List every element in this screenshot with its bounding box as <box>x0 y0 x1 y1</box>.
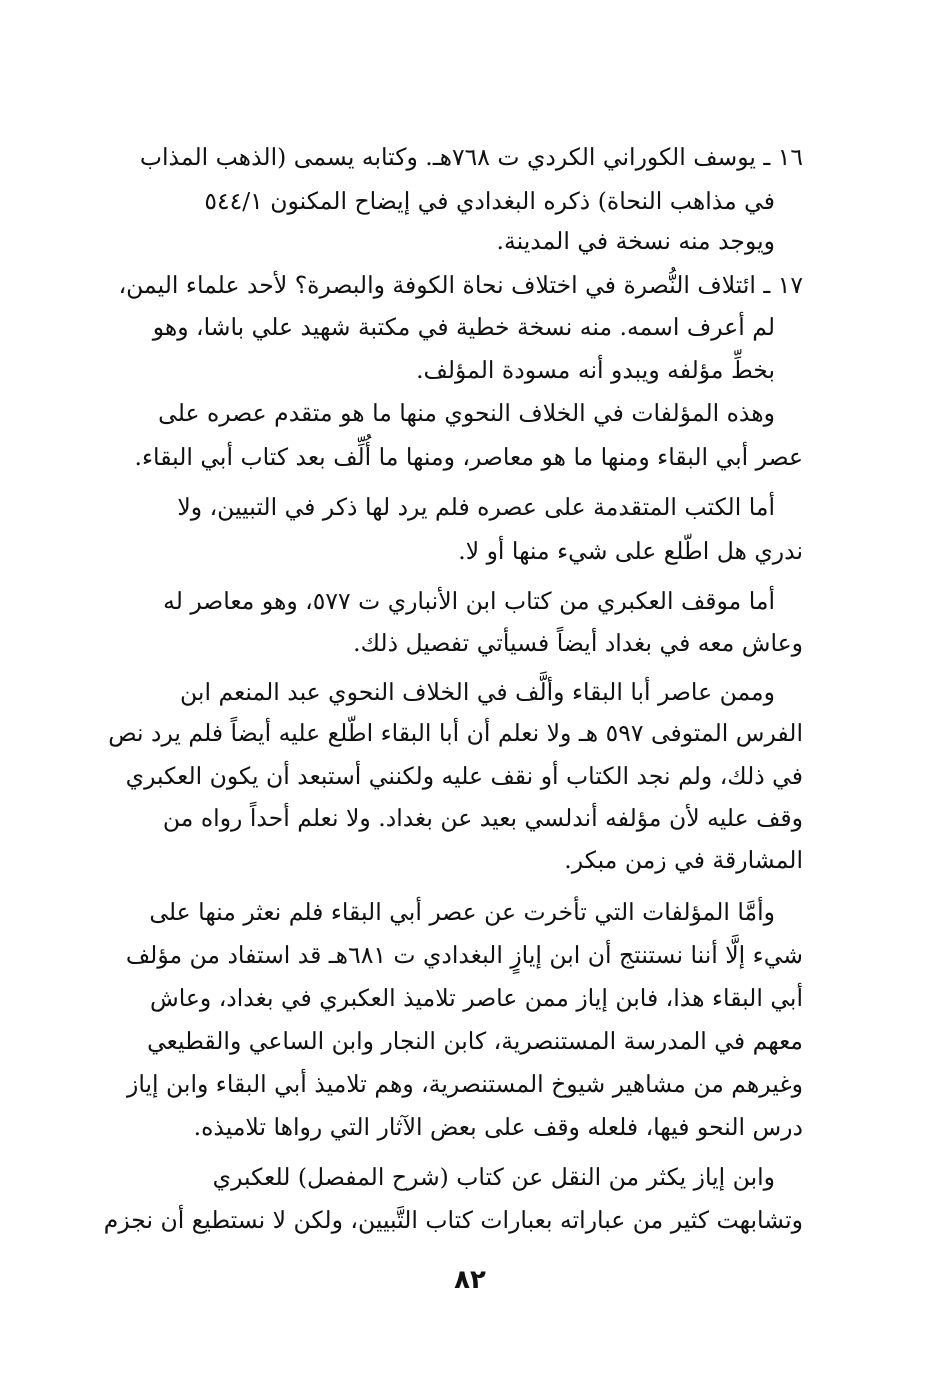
text-line: بخطِّ مؤلفه ويبدو أنه مسودة المؤلف. <box>416 356 775 384</box>
text-line: عصر أبي البقاء ومنها ما هو معاصر، ومنها ما أُلِّف بعد كتاب أبي البقاء. <box>134 443 803 471</box>
text-line: وأمَّا المؤلفات التي تأخرت عن عصر أبي البقاء فلم نعثر منها على <box>149 898 775 926</box>
text-line: وغيرهم من مشاهير شيوخ المستنصرية، وهم تلاميذ أبي البقاء وابن إياز <box>126 1070 803 1098</box>
text-line: الفرس المتوفى ٥٩٧ هـ ولا نعلم أن أبا البقاء اطّلع عليه أيضاً فلم يرد نص <box>108 719 803 747</box>
text-line: أبي البقاء هذا، فابن إياز ممن عاصر تلاميذ العكبري في بغداد، وعاش <box>150 984 803 1012</box>
text-line: وابن إياز يكثر من النقل عن كتاب (شرح المفصل) للعكبري <box>212 1163 775 1191</box>
text-line: ندري هل اطّلع على شيء منها أو لا. <box>458 537 803 565</box>
text-line: وممن عاصر أبا البقاء وألَّف في الخلاف النحوي عبد المنعم ابن <box>180 678 775 706</box>
text-line: درس النحو فيها، فلعله وقف على بعض الآثار التي رواها تلاميذه. <box>193 1113 803 1141</box>
text-line: وهذه المؤلفات في الخلاف النحوي منها ما هو متقدم عصره على <box>158 399 775 427</box>
text-line: ويوجد منه نسخة في المدينة. <box>496 227 775 255</box>
text-line: ١٦ ـ يوسف الكوراني الكردي ت ٧٦٨هـ. وكتابه يسمى (الذهب المذاب <box>139 143 803 171</box>
text-line: أما الكتب المتقدمة على عصره فلم يرد لها ذكر في التبيين، ولا <box>177 493 775 521</box>
text-line: وقف عليه لأن مؤلفه أندلسي بعيد عن بغداد. ولا نعلم أحداً رواه من <box>162 804 803 832</box>
text-line: في مذاهب النحاة) ذكره البغدادي في إيضاح المكنون ٥٤٤/١ <box>204 187 775 215</box>
text-line: أما موقف العكبري من كتاب ابن الأنباري ت ٥٧٧، وهو معاصر له <box>163 587 775 615</box>
page-number: ٨٢ <box>454 1265 486 1295</box>
text-line: المشارقة في زمن مبكر. <box>564 846 803 874</box>
text-line: شيء إلَّا أننا نستنتج أن ابن إيازٍ البغدادي ت ٦٨١هـ قد استفاد من مؤلف <box>125 941 803 969</box>
text-line: معهم في المدرسة المستنصرية، كابن النجار وابن الساعي والقطيعي <box>147 1027 803 1055</box>
text-line: لم أعرف اسمه. منه نسخة خطية في مكتبة شهيد علي باشا، وهو <box>152 313 775 341</box>
text-line: وتشابهت كثير من عباراته بعبارات كتاب التَّبيين، ولكن لا نستطيع أن نجزم <box>103 1206 803 1234</box>
text-line: وعاش معه في بغداد أيضاً فسيأتي تفصيل ذلك. <box>353 629 803 657</box>
text-line: ١٧ ـ ائتلاف النُّصرة في اختلاف نحاة الكوفة والبصرة؟ لأحد علماء اليمن، <box>118 271 803 299</box>
text-line: في ذلك، ولم نجد الكتاب أو نقف عليه ولكنني أستبعد أن يكون العكبري <box>125 762 803 790</box>
